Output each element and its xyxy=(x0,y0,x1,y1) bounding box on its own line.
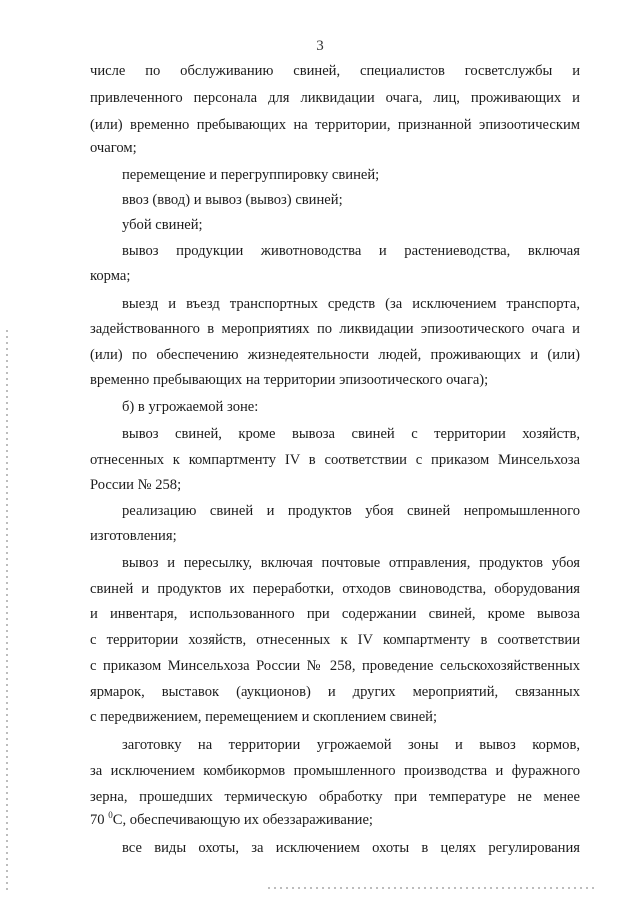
text-line: с передвижением, перемещением и скоплением свиней; xyxy=(90,709,438,725)
text-line: очагом; xyxy=(90,140,137,156)
text-line: перемещение и перегруппировку свиней; xyxy=(122,167,380,183)
text-line: ввоз (ввод) и вывоз (вывоз) свиней; xyxy=(122,192,343,208)
text-line: (или) временно пребывающих на территории, признанной эпизоотическим xyxy=(90,117,580,133)
text-line: вывоз и пересылку, включая почтовые отправления, продуктов убоя xyxy=(122,555,580,571)
text-line: России № 258; xyxy=(90,477,182,493)
text-line: реализацию свиней и продуктов убоя свиней непромышленного xyxy=(122,503,580,519)
text-line: убой свиней; xyxy=(122,217,203,233)
text-line: вывоз продукции животноводства и растениеводства, включая xyxy=(122,243,580,259)
page-number: 3 xyxy=(316,38,324,54)
text-line: б) в угрожаемой зоне: xyxy=(122,399,259,415)
scan-bottom-marks xyxy=(268,887,598,889)
text-line: зерна, прошедших термическую обработку при температуре не менее xyxy=(90,789,580,805)
scan-margin-marks xyxy=(6,330,8,890)
text-line: (или) по обеспечению жизнедеятельности людей, проживающих и (или) xyxy=(90,347,580,363)
text-line: с приказом Минсельхоза России № 258, проведение сельскохозяйственных xyxy=(90,658,580,674)
text-line: заготовку на территории угрожаемой зоны и вывоз кормов, xyxy=(122,737,580,753)
text-line: привлеченного персонала для ликвидации очага, лиц, проживающих и xyxy=(90,90,580,106)
text-line: вывоз свиней, кроме вывоза свиней с территории хозяйств, xyxy=(122,426,580,442)
text-line: корма; xyxy=(90,268,131,284)
text-line: за исключением комбикормов промышленного производства и фуражного xyxy=(90,763,580,779)
text-line: выезд и въезд транспортных средств (за исключением транспорта, xyxy=(122,296,580,312)
text-line: временно пребывающих на территории эпизоотического очага); xyxy=(90,372,489,388)
text-line: свиней и продуктов их переработки, отходов свиноводства, оборудования xyxy=(90,581,580,597)
text-line: отнесенных к компартменту IV в соответствии с приказом Минсельхоза xyxy=(90,452,580,468)
text-line: задействованного в мероприятиях по ликвидации эпизоотического очага и xyxy=(90,321,580,337)
text-line: с территории хозяйств, отнесенных к IV компартменту в соответствии xyxy=(90,632,580,648)
text-line: изготовления; xyxy=(90,528,177,544)
temperature-value: 70 xyxy=(90,812,109,828)
text-line: и инвентаря, использованного при содержании свиней, кроме вывоза xyxy=(90,606,580,622)
text-line-temperature xyxy=(90,811,580,829)
temperature-text: С, обеспечивающую их обеззараживание; xyxy=(112,812,373,828)
text-line: все виды охоты, за исключением охоты в целях регулирования xyxy=(122,840,580,856)
text-line: числе по обслуживанию свиней, специалистов госветслужбы и xyxy=(90,63,580,79)
text-line: ярмарок, выставок (аукционов) и других мероприятий, связанных xyxy=(90,684,580,700)
degree-superscript: 0 xyxy=(108,810,113,820)
